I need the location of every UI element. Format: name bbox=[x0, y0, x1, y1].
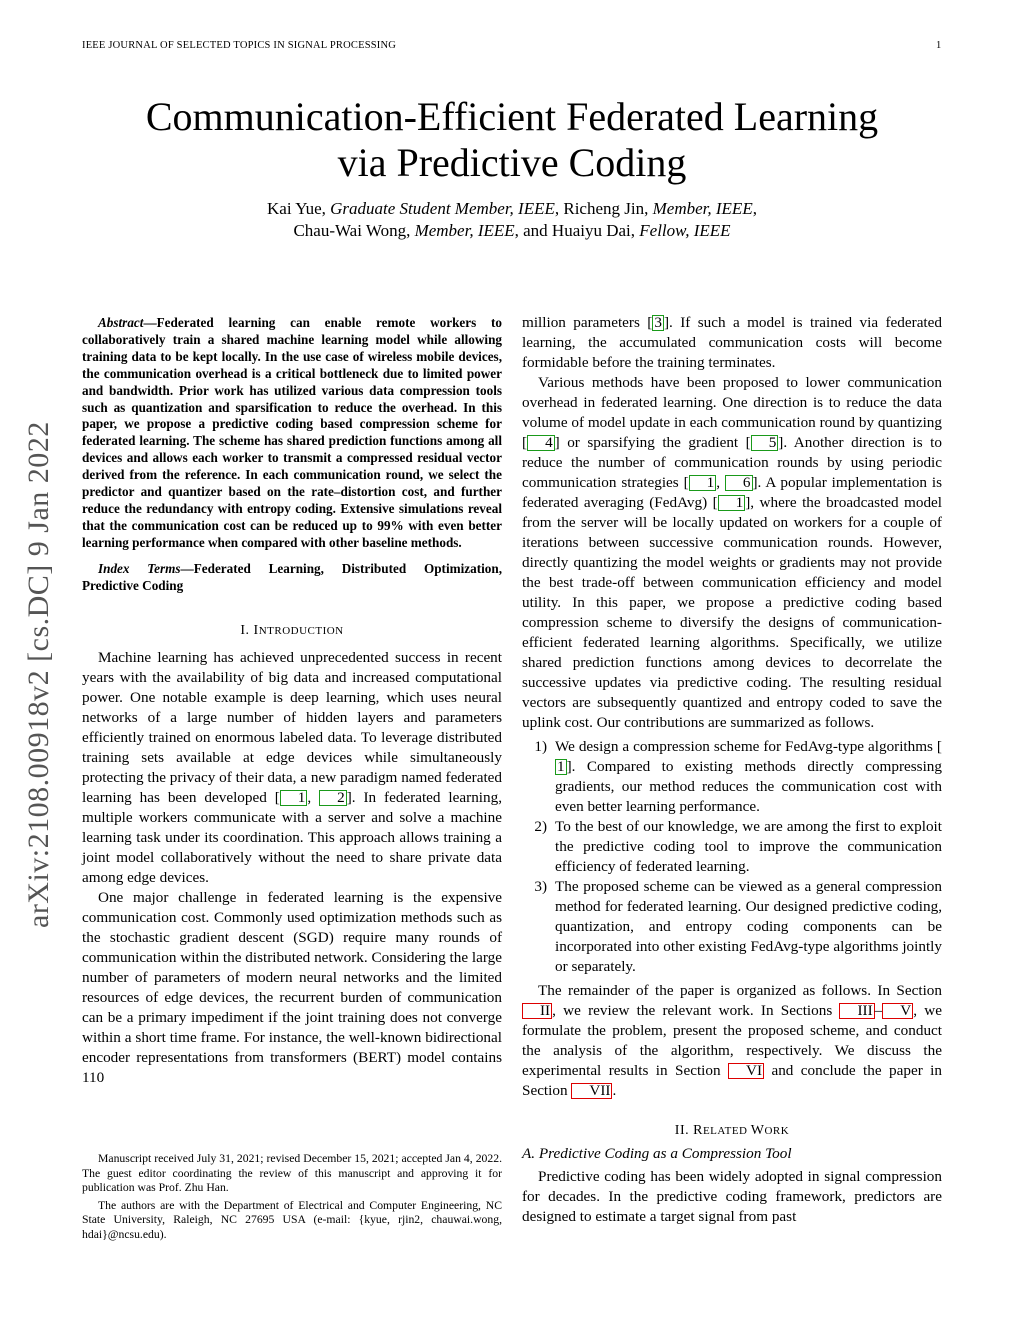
section-link[interactable]: VI bbox=[728, 1063, 764, 1079]
citation-link[interactable]: 2 bbox=[319, 790, 347, 806]
list-item: 1) We design a compression scheme for FedAvg-type algorithms [1 ]. Compared to existing methods directly compressing gradients, our method reduces the communication cost with even better learning performance. bbox=[534, 738, 942, 815]
list-item: 3) The proposed scheme can be viewed as a general compression method for federated learning. Our designed predictive coding, quantization, and entropy coding components can be incorporated into other existing FedAvg-type algorithms jointly or separately. bbox=[534, 878, 942, 975]
index-terms: Index Terms—Federated Learning, Distributed Optimization, Predictive Coding bbox=[82, 560, 502, 593]
citation-link[interactable]: 6 bbox=[725, 475, 753, 491]
intro-paragraph-1: Machine learning has achieved unprecedented success in recent years with the availability of big data and increased computational power. One notable example is deep learning, which uses neural networks of a large number of hidden layers and parameters efficiently trained on enormous labeled data. To leverage distributed training sets available at edge devices while simultaneously protecting the privacy of their data, a new paradigm named federated learning has been developed [ 1 , 2 ]. In federated learning, multiple workers communicate with a server and solve a machine learning task under its coordination. This approach allows training a joint model collaboratively without the need to share private data among edge devices. bbox=[82, 648, 502, 886]
author-line-1: Kai Yue, Graduate Student Member, IEEE, Richeng Jin, Member, IEEE, bbox=[267, 199, 757, 218]
list-item: 2) To the best of our knowledge, we are among the first to exploit the predictive coding tool to improve the communication efficiency of federated learning. bbox=[534, 818, 942, 875]
contributions-list bbox=[522, 737, 942, 977]
title-line-1: Communication-Efficient Federated Learning bbox=[145, 94, 879, 139]
section-link[interactable]: II bbox=[522, 1003, 552, 1019]
right-paragraph-3: Predictive coding has been widely adopted in signal compression for decades. In the predictive coding framework, predictors are designed to estimate a target signal from past bbox=[522, 1168, 942, 1225]
citation-link[interactable]: 4 bbox=[527, 435, 555, 451]
footnote-affiliation: The authors are with the Department of Electrical and Computer Engineering, NC State University, Raleigh, NC 27695 USA (e-mail: {kyue, rjin2, chauwai.wong, hdai}@ncsu.edu). bbox=[82, 1198, 502, 1241]
intro-paragraph-2: One major challenge in federated learning is the expensive communication cost. Commonly used optimization methods such as the stochastic gradient descent (SGD) require many rounds of communication within the distributed network. Considering the large number of parameters of modern neural networks and the limited resources of edge devices, the recurrent burden of communication can be a primary impediment if the joint training does not converge within a short time frame. For instance, the well-known bidirectional encoder representations from transformers (BERT) model contains 110 bbox=[82, 888, 502, 1086]
section-heading-introduction: I. INTRODUCTION bbox=[240, 622, 344, 638]
citation-link[interactable]: 1 bbox=[718, 495, 746, 511]
page-number: 1 bbox=[936, 40, 942, 51]
footnotes bbox=[82, 1152, 502, 1242]
section-link[interactable]: VII bbox=[571, 1083, 612, 1099]
index-terms-label: Index Terms bbox=[98, 560, 181, 576]
section-link[interactable]: III bbox=[839, 1003, 874, 1019]
author-list bbox=[0, 198, 1024, 242]
arxiv-stamp: arXiv:2108.00918v2 [cs.DC] 9 Jan 2022 bbox=[22, 421, 55, 928]
right-column bbox=[522, 313, 942, 1227]
paper-title bbox=[0, 94, 1024, 186]
citation-link[interactable]: 1 bbox=[557, 758, 565, 775]
running-header: IEEE JOURNAL OF SELECTED TOPICS IN SIGNAL PROCESSING bbox=[82, 40, 397, 51]
citation-link[interactable]: 3 bbox=[654, 314, 662, 331]
right-paragraph-1: Various methods have been proposed to lower communication overhead in federated learning. One direction is to reduce the data volume of model update in each communication round by quantizing [ 4 ] or sparsifying the gradient [ 5 ]. Another direction is to reduce the number of communication rounds by using periodic communication strategies [ 1 , 6 ]. A popular implementation is federated averaging (FedAvg) [ 1 ], where the broadcasted model from the server will be locally updated on workers for a couple of iterations between successive communication rounds. However, directly quantizing the model weights or gradients may not provide the best trade-off between communication efficiency and model utility. In this paper, we propose a predictive coding based compression scheme to diversify the designs of communication-efficient federated learning algorithms. Specifically, we utilize shared prediction functions among devices to decorrelate the successive updates via predictive coding. The resulting residual vectors are subsequently quantized and entropy coded to save the uplink cost. Our contributions are summarized as follows. bbox=[522, 374, 942, 731]
footnote-manuscript: Manuscript received July 31, 2021; revised December 15, 2021; accepted Jan 4, 2022. The guest editor coordinating the review of this manuscript and approving it for publication was Prof. Zhu Han. bbox=[82, 1152, 502, 1194]
right-paragraph-0: million parameters [ 3 ]. If such a model is trained via federated learning, the accumulated communication costs will become formidable before the training terminates. bbox=[522, 314, 942, 371]
right-paragraph-2: The remainder of the paper is organized as follows. In Section II , we review the relevant work. In Sections III – V , we formulate the problem, present the proposed scheme, and conduct the analysis of the algorithm, respectively. We discuss the experimental results in Section VI and conclude the paper in Section VII . bbox=[522, 982, 942, 1099]
section-heading-related-work: II. RELATED WORK bbox=[674, 1123, 790, 1138]
citation-link[interactable]: 5 bbox=[751, 435, 779, 451]
abstract-label: Abstract bbox=[98, 315, 144, 330]
section-link[interactable]: V bbox=[882, 1003, 913, 1019]
abstract: Abstract—Federated learning can enable remote workers to collaboratively train a shared machine learning model while allowing training data to be kept locally. In the use case of wireless mobile devices, the communication overhead is a critical bottleneck due to limited power and bandwidth. Prior work has utilized various data compression tools such as quantization and sparsification to reduce the overhead. In this paper, we propose a predictive coding based compression scheme for federated learning. The scheme has shared prediction functions among all devices and allows each worker to transmit a compressed residual vector derived from the reference. In each communication round, we select the predictor and quantizer based on the rate–distortion cost, and further reduce the redundancy with entropy coding. Extensive simulations reveal that the communication cost can be reduced up to 99% with even better learning performance when compared with other baseline methods. bbox=[82, 315, 502, 550]
citation-link[interactable]: 1 bbox=[280, 790, 308, 806]
title-line-2: via Predictive Coding bbox=[337, 140, 687, 185]
subsection-heading: A. Predictive Coding as a Compression Tool bbox=[522, 1145, 792, 1162]
author-line-2: Chau-Wai Wong, Member, IEEE, and Huaiyu Dai, Fellow, IEEE bbox=[293, 221, 731, 240]
left-column bbox=[82, 315, 502, 1088]
citation-link[interactable]: 1 bbox=[689, 475, 717, 491]
